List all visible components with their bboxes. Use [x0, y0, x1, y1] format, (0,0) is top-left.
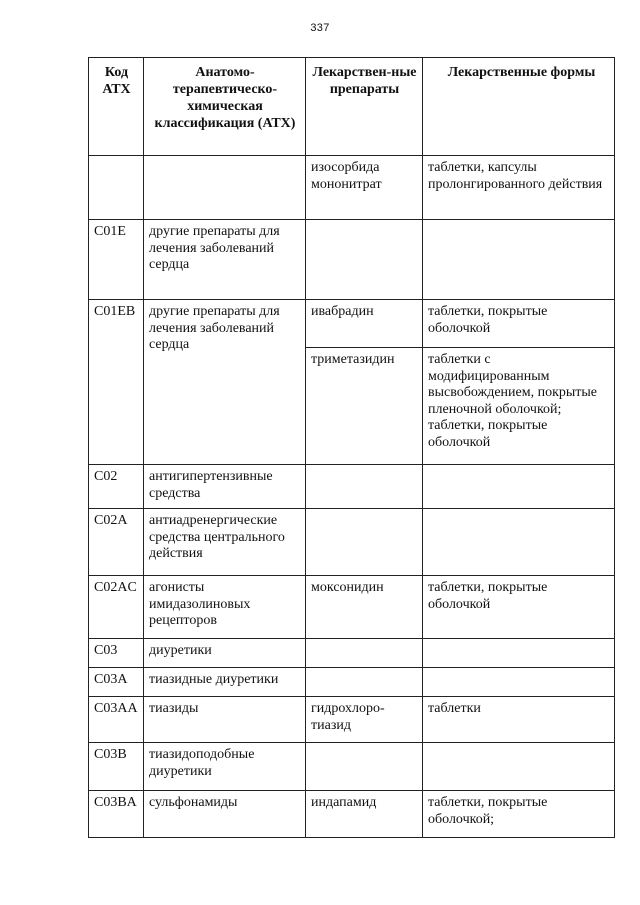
header-atc-classification: Анатомо-терапевтическо-химическая классификация (АТХ) [144, 58, 306, 156]
table-row [89, 156, 615, 220]
cell-forms [423, 465, 615, 509]
cell-classification: антигипертензивные средства [144, 465, 306, 509]
cell-classification: тиазидные диуретики [144, 668, 306, 697]
cell-forms: таблетки, покрытые оболочкой [423, 300, 615, 348]
atc-drug-table [88, 57, 615, 838]
cell-code: C02 [89, 465, 144, 509]
table-row [89, 300, 615, 348]
cell-classification: сульфонамиды [144, 791, 306, 838]
cell-code: C03AA [89, 697, 144, 743]
cell-drug [306, 639, 423, 668]
cell-drug: моксонидин [306, 576, 423, 639]
cell-forms: таблетки, покрытые оболочкой; [423, 791, 615, 838]
cell-forms [423, 639, 615, 668]
cell-drug [306, 220, 423, 300]
cell-forms: таблетки [423, 697, 615, 743]
table-row [89, 465, 615, 509]
cell-drug [306, 509, 423, 576]
table-row [89, 220, 615, 300]
table-row [89, 509, 615, 576]
cell-code [89, 156, 144, 220]
cell-classification: антиадренергические средства центрального действия [144, 509, 306, 576]
cell-classification: тиазиды [144, 697, 306, 743]
cell-drug [306, 668, 423, 697]
cell-code: C02A [89, 509, 144, 576]
cell-code: C03B [89, 743, 144, 791]
cell-code: C02AC [89, 576, 144, 639]
cell-forms: таблетки с модифицированным высвобождением, покрытые пленочной оболочкой; таблетки, покрытые оболочкой [423, 348, 615, 465]
cell-forms: таблетки, капсулы пролонгированного действия [423, 156, 615, 220]
cell-classification: другие препараты для лечения заболеваний сердца [144, 220, 306, 300]
cell-drug [306, 743, 423, 791]
cell-code: C03A [89, 668, 144, 697]
table-row [89, 576, 615, 639]
cell-code: C01E [89, 220, 144, 300]
cell-classification: другие препараты для лечения заболеваний сердца [144, 300, 306, 465]
table-row [89, 743, 615, 791]
cell-drug: гидрохлоро-тиазид [306, 697, 423, 743]
table-row [89, 639, 615, 668]
cell-drug: индапамид [306, 791, 423, 838]
cell-forms [423, 220, 615, 300]
page-number: 337 [310, 22, 330, 34]
cell-drug: изосорбида мононитрат [306, 156, 423, 220]
cell-code: C03BA [89, 791, 144, 838]
cell-classification: тиазидоподобные диуретики [144, 743, 306, 791]
header-atc-code: Код АТХ [89, 58, 144, 156]
cell-forms [423, 509, 615, 576]
header-drugs: Лекарствен-ные препараты [306, 58, 423, 156]
table-row [89, 697, 615, 743]
cell-classification: агонисты имидазолиновых рецепторов [144, 576, 306, 639]
cell-drug [306, 465, 423, 509]
cell-classification: диуретики [144, 639, 306, 668]
cell-code: C01EB [89, 300, 144, 465]
cell-forms: таблетки, покрытые оболочкой [423, 576, 615, 639]
table-header-row [89, 58, 615, 156]
table-row [89, 668, 615, 697]
cell-code: C03 [89, 639, 144, 668]
cell-classification [144, 156, 306, 220]
cell-forms [423, 743, 615, 791]
header-dosage-forms: Лекарственные формы [423, 58, 615, 156]
cell-forms [423, 668, 615, 697]
table-row [89, 791, 615, 838]
cell-drug: ивабрадин [306, 300, 423, 348]
cell-drug: триметазидин [306, 348, 423, 465]
